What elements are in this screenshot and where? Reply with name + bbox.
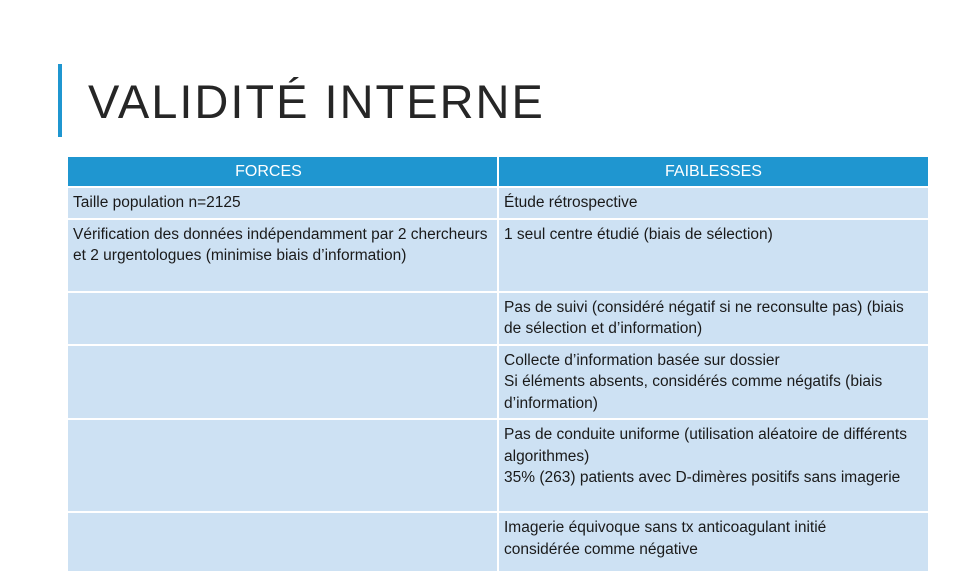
faiblesses-cell: Étude rétrospective — [498, 187, 929, 219]
table-row — [67, 345, 929, 420]
forces-cell: Taille population n=2125 — [67, 187, 498, 219]
slide-title: VALIDITÉ INTERNE — [88, 75, 545, 128]
header-faiblesses: FAIBLESSES — [498, 156, 929, 187]
table-row — [67, 187, 929, 219]
table-row — [67, 512, 929, 572]
forces-faiblesses-table — [66, 155, 930, 573]
table-row — [67, 292, 929, 345]
faiblesses-cell: 1 seul centre étudié (biais de sélection) — [498, 219, 929, 292]
faiblesses-cell: Collecte d’information basée sur dossier Si éléments absents, considérés comme négatifs (biais d’information) — [498, 345, 929, 420]
table-header-row — [67, 156, 929, 187]
faiblesses-cell: Imagerie équivoque sans tx anticoagulant initié considérée comme négative — [498, 512, 929, 572]
forces-cell — [67, 345, 498, 420]
forces-cell — [67, 292, 498, 345]
header-forces: FORCES — [67, 156, 498, 187]
table-row — [67, 419, 929, 512]
forces-cell: Vérification des données indépendamment par 2 chercheurs et 2 urgentologues (minimise biais d’information) — [67, 219, 498, 292]
table-row — [67, 219, 929, 292]
forces-cell — [67, 419, 498, 512]
faiblesses-cell: Pas de suivi (considéré négatif si ne reconsulte pas) (biais de sélection et d’information) — [498, 292, 929, 345]
forces-cell — [67, 512, 498, 572]
title-accent-bar — [58, 64, 62, 137]
faiblesses-cell: Pas de conduite uniforme (utilisation aléatoire de différents algorithmes) 35% (263) patients avec D-dimères positifs sans imagerie — [498, 419, 929, 512]
